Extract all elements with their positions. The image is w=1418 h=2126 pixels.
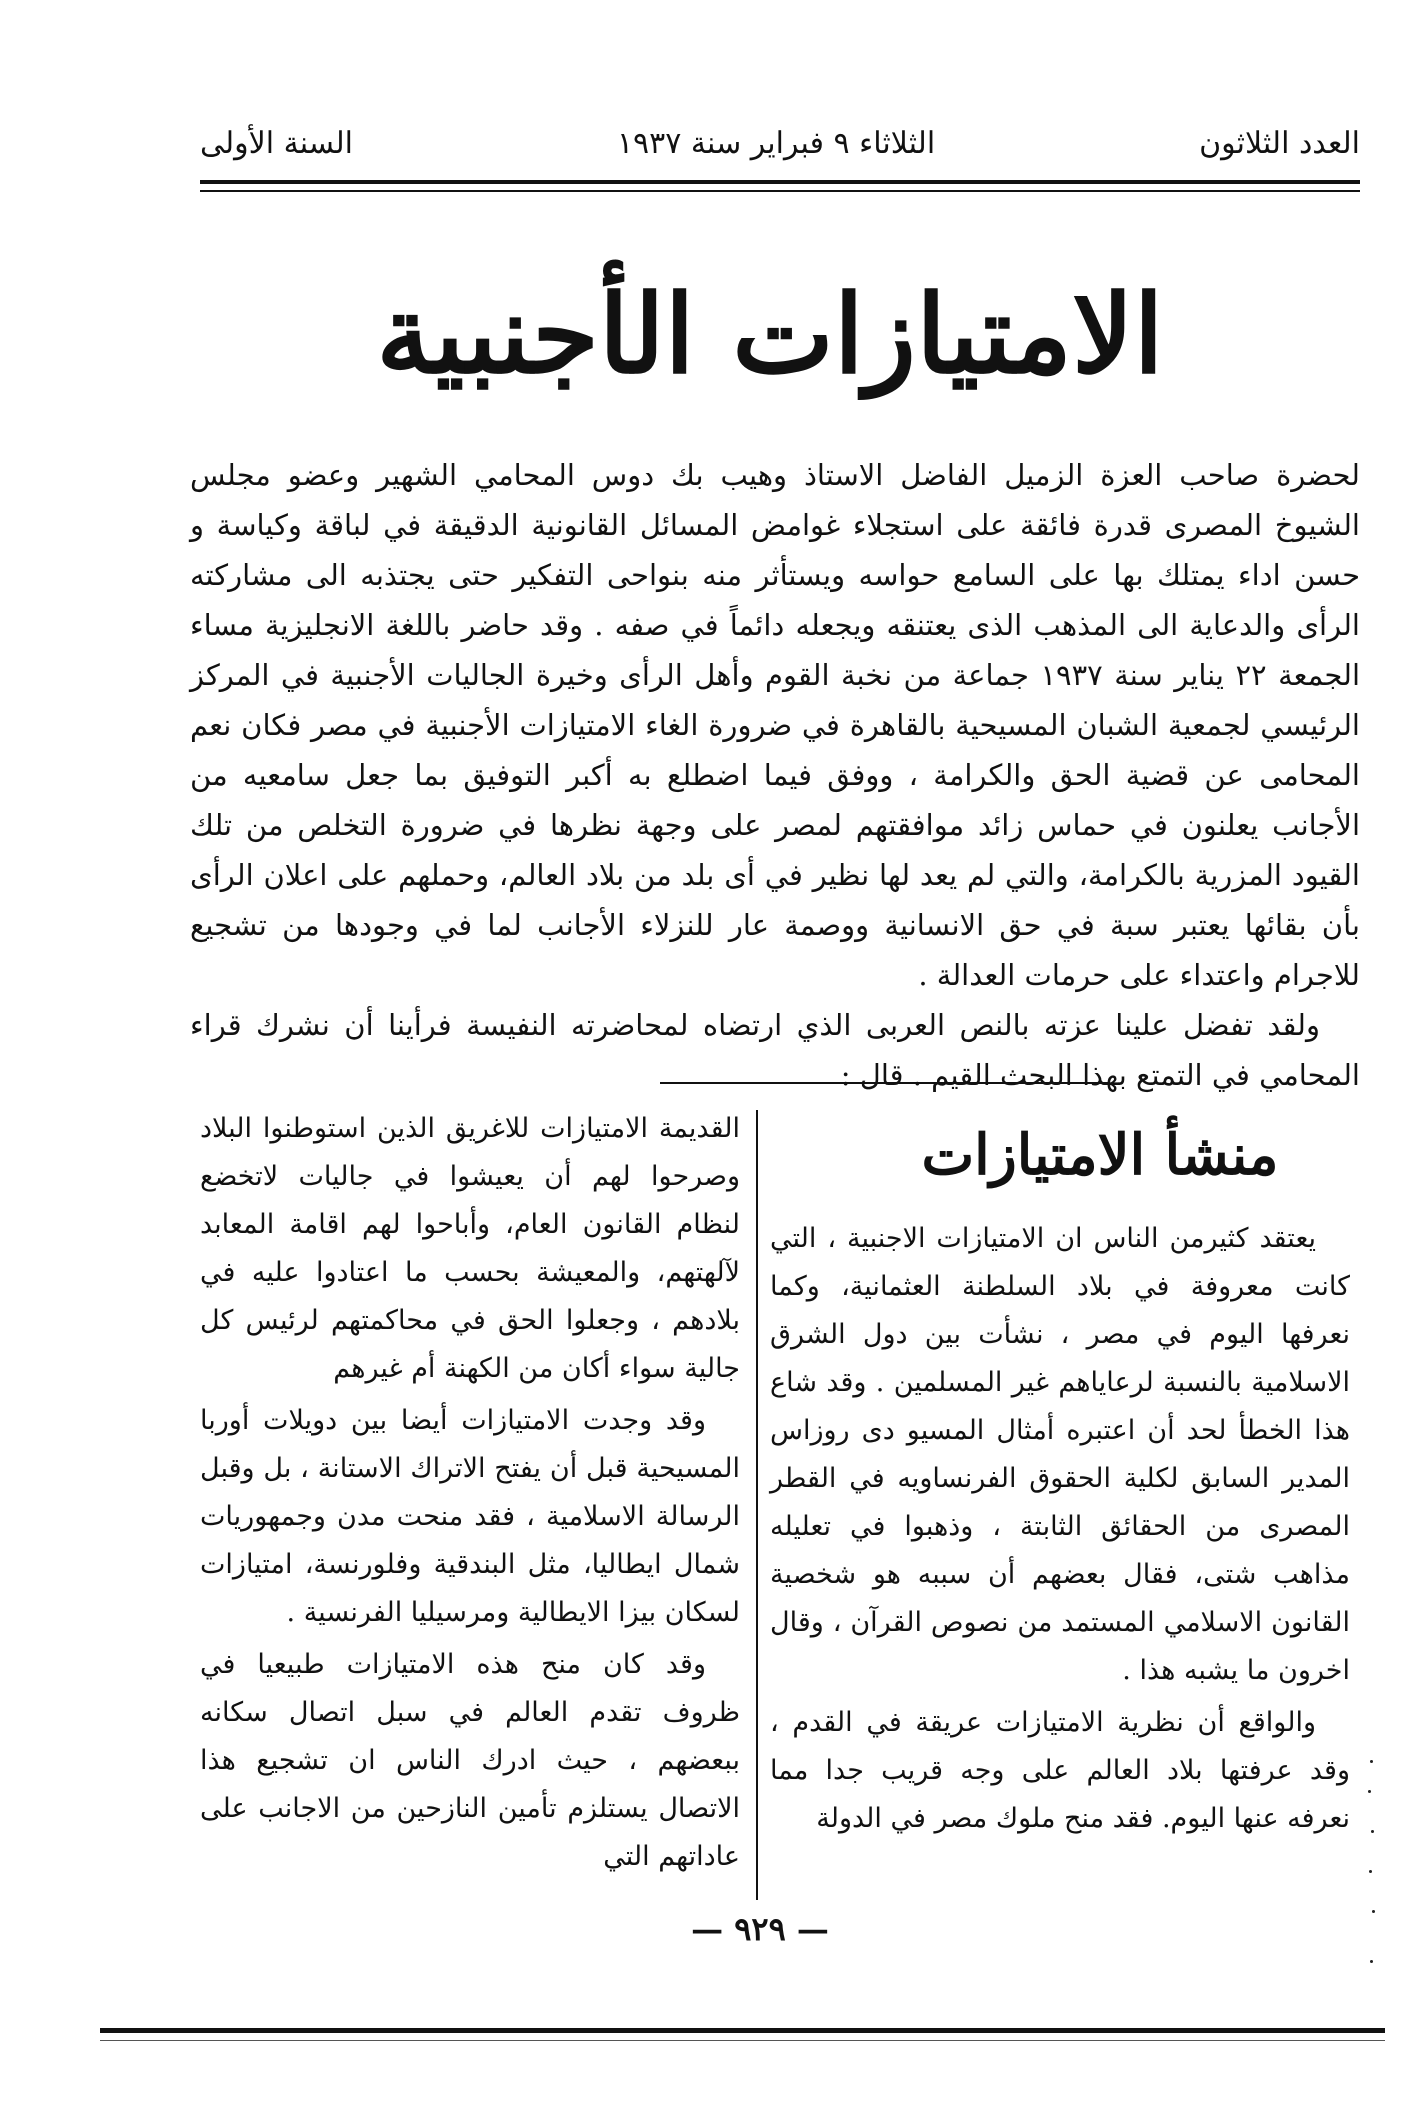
footer-rule-thin — [100, 2040, 1385, 2041]
intro-paragraph-2: ولقد تفضل علينا عزته بالنص العربى الذي ارتضاه لمحاضرته النفيسة فرأينا أن نشرك قراء المحامي في التمتع بهذا البحث القيم . قال : — [190, 1008, 1360, 1092]
intro-paragraph: لحضرة صاحب العزة الزميل الفاضل الاستاذ وهيب بك دوس المحامي الشهير وعضو مجلس الشيوخ المصرى قدرة فائقة على استجلاء غوامض المسائل القانونية الدقيقة في لباقة وكياسة و حسن اداء يمتلك بها على السامع حواسه ويستأثر منه بنواحى التفكير حتى يجتذبه الى مشاركته الرأى والدعاية الى المذهب الذى يعتنقه ويجعله دائماً في صفه . وقد حاضر باللغة الانجليزية مساء الجمعة ٢٢ يناير سنة ١٩٣٧ جماعة من نخبة القوم وأهل الرأى وخيرة الجاليات الأجنبية في المركز الرئيسي لجمعية الشبان المسيحية بالقاهرة في ضرورة الغاء الامتيازات الأجنبية في مصر فكان نعم المحامى عن قضية الحق والكرامة ، ووفق فيما اضطلع به أكبر التوفيق بما جعل سامعيه من الأجانب يعلنون في حماس زائد موافقتهم لمصر على وجهة نظرها في ضرورة التخلص من تلك القيود المزرية بالكرامة، والتي لم يعد لها نظير في أى بلد من بلاد العالم، وحملهم على اعلان الرأى بأن بقائها يعتبر سبة في حق الانسانية ووصمة عار للنزلاء الأجانب لما في وجودها من تشجيع للاجرام واعتداء على حرمات العدالة . — [190, 458, 1360, 992]
section-divider — [660, 1082, 1110, 1084]
right-column — [770, 1215, 1350, 1847]
column-divider — [756, 1110, 758, 1900]
masthead-line — [200, 118, 1360, 168]
article-title: الامتيازات الأجنبية — [376, 272, 1164, 398]
column-paragraph: وقد كان منح هذه الامتيازات طبيعيا في ظروف تقدم العالم في سبل اتصال سكانه ببعضهم ، حيث ادرك الناس ان تشجيع هذا الاتصال يستلزم تأمين النازحين من الاجانب على عاداتهم التي — [200, 1649, 740, 1872]
intro-section — [190, 450, 1360, 1100]
publication-year: السنة الأولى — [200, 125, 353, 161]
column-paragraph: وقد وجدت الامتيازات أيضا بين دويلات أوربا المسيحية قبل أن يفتح الاتراك الاستانة ، بل وقبل الرسالة الاسلامية ، فقد منحت مدن وجمهوريات شمال ايطاليا، مثل البندقية وفلورنسة، امتيازات لسكان بيزا الايطالية ومرسيليا الفرنسية . — [200, 1405, 740, 1628]
issue-date: الثلاثاء ٩ فبراير سنة ١٩٣٧ — [616, 125, 936, 161]
section-heading: منشأ الامتيازات — [921, 1122, 1279, 1188]
footer-rule — [100, 2028, 1385, 2033]
page-number: — ٩٢٩ — — [691, 1910, 829, 1948]
header-rule — [200, 180, 1360, 184]
header-rule-thin — [200, 190, 1360, 192]
left-column — [200, 1105, 740, 1885]
issue-number: العدد الثلاثون — [1199, 125, 1360, 161]
column-paragraph: القديمة الامتيازات للاغريق الذين استوطنوا البلاد وصرحوا لهم أن يعيشوا في جاليات لاتخضع لنظام القانون العام، وأباحوا لهم اقامة المعابد لآلهتهم، والمعيشة بحسب ما اعتادوا عليه في بلادهم ، وجعلوا الحق في محاكمتهم لرئيس كل جالية سواء أكان من الكهنة أم غيرهم — [200, 1113, 740, 1384]
margin-marks — [1362, 1760, 1382, 1990]
column-paragraph: يعتقد كثيرمن الناس ان الامتيازات الاجنبية ، التي كانت معروفة في بلاد السلطنة العثمانية، وكما نعرفها اليوم في مصر ، نشأت بين دول الشرق الاسلامية بالنسبة لرعاياهم غير المسلمين . وقد شاع هذا الخطأ لحد أن اعتبره أمثال المسيو دى روزاس المدير السابق لكلية الحقوق الفرنساويه في القطر المصرى من الحقائق الثابتة ، وذهبوا في تعليله مذاهب شتى، فقال بعضهم أن سببه هو شخصية القانون الاسلامي المستمد من نصوص القرآن ، وقال اخرون ما يشبه هذا . — [770, 1223, 1350, 1686]
column-paragraph: والواقع أن نظرية الامتيازات عريقة في القدم ، وقد عرفتها بلاد العالم على وجه قريب جدا مما نعرفه عنها اليوم. فقد منح ملوك مصر في الدولة — [770, 1707, 1350, 1834]
